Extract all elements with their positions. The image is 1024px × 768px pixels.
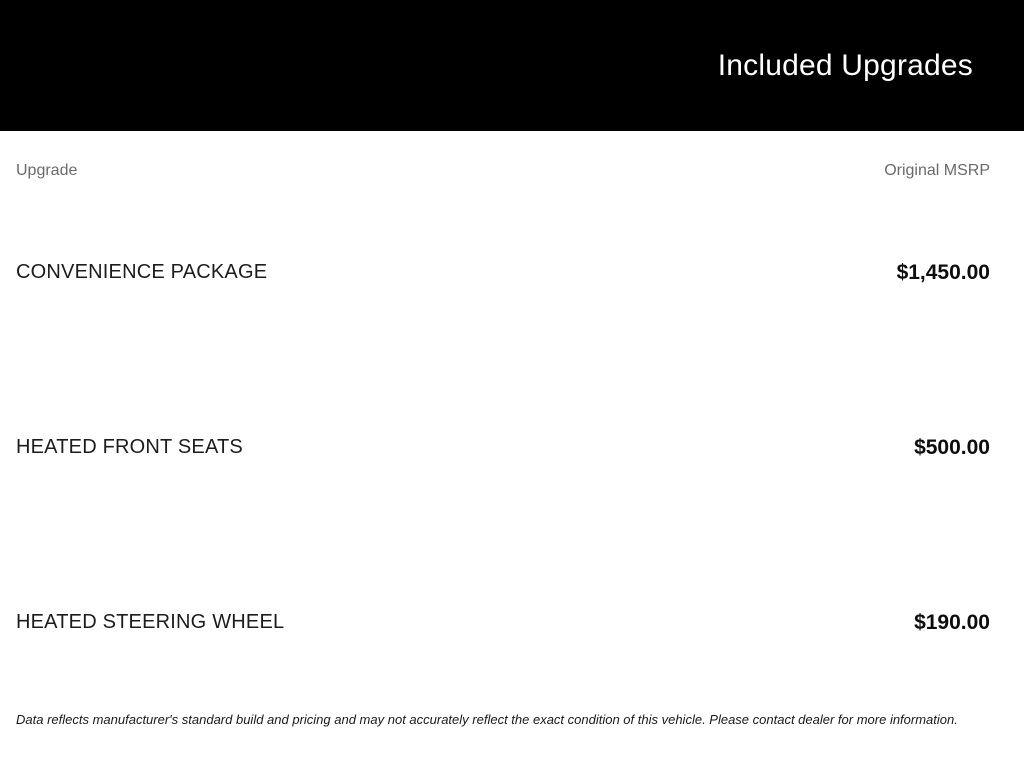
table-row: [16, 185, 990, 360]
upgrade-msrp: $1,450.00: [896, 260, 990, 284]
table-rows: [16, 185, 990, 710]
column-header-upgrade: Upgrade: [16, 162, 78, 179]
page-header: [0, 0, 1024, 131]
upgrades-table: [0, 162, 1024, 727]
column-header-original-msrp: Original MSRP: [884, 162, 990, 179]
upgrade-name: HEATED STEERING WHEEL: [16, 611, 285, 633]
table-column-headers: [16, 162, 990, 180]
table-row: [16, 360, 990, 535]
disclaimer-text: Data reflects manufacturer's standard build and pricing and may not accurately reflect the exact condition of this vehicle. Please contact dealer for more information.: [16, 712, 958, 727]
upgrade-msrp: $500.00: [914, 435, 990, 459]
table-row: [16, 535, 990, 710]
page-title: Included Upgrades: [717, 48, 973, 82]
upgrade-name: CONVENIENCE PACKAGE: [16, 261, 268, 283]
upgrade-name: HEATED FRONT SEATS: [16, 436, 243, 458]
upgrade-msrp: $190.00: [914, 610, 990, 634]
